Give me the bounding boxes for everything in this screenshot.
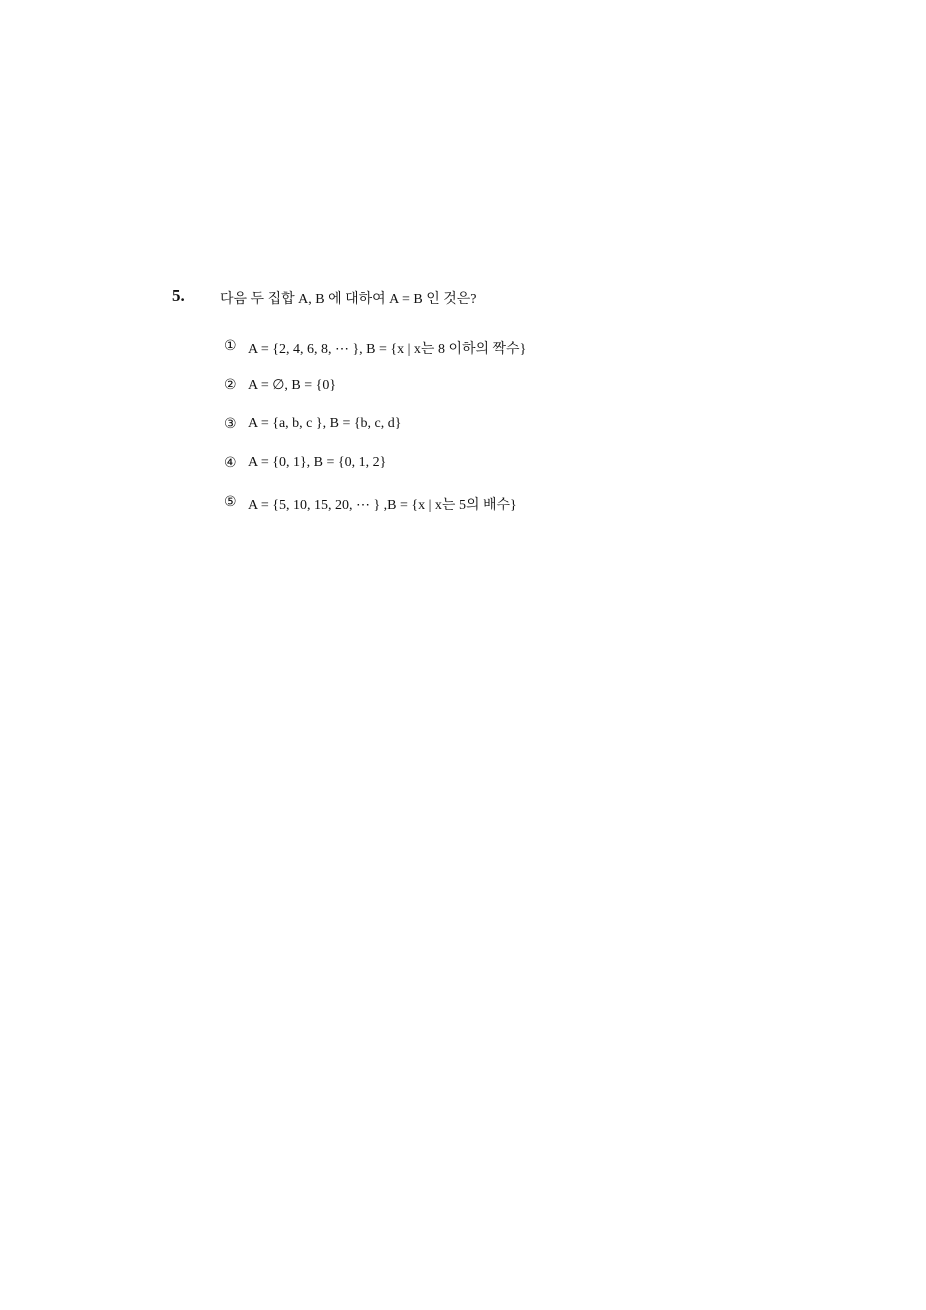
choice-5[interactable] [224,494,526,533]
choice-text: A = {0, 1}, B = {0, 1, 2} [248,455,387,470]
choice-list [224,338,526,533]
choice-2[interactable] [224,377,526,416]
question-stem: 다음 두 집합 A, B 에 대하여 A = B 인 것은? [220,292,477,307]
choice-1[interactable] [224,338,526,377]
choice-marker: ⑤ [224,494,237,510]
choice-marker: ① [224,338,237,354]
choice-marker: ② [224,377,237,393]
question-number: 5. [172,286,185,305]
choice-text: A = {a, b, c }, B = {b, c, d} [248,416,402,431]
choice-marker: ③ [224,416,237,432]
choice-text: A = ∅, B = {0} [248,378,337,393]
choice-text: A = {5, 10, 15, 20, ⋯ } ,B = {x | x는 5의 배수} [248,498,517,513]
choice-3[interactable] [224,416,526,455]
choice-marker: ④ [224,455,237,471]
choice-4[interactable] [224,455,526,494]
choice-text: A = {2, 4, 6, 8, ⋯ }, B = {x | x는 8 이하의 짝수} [248,342,527,357]
